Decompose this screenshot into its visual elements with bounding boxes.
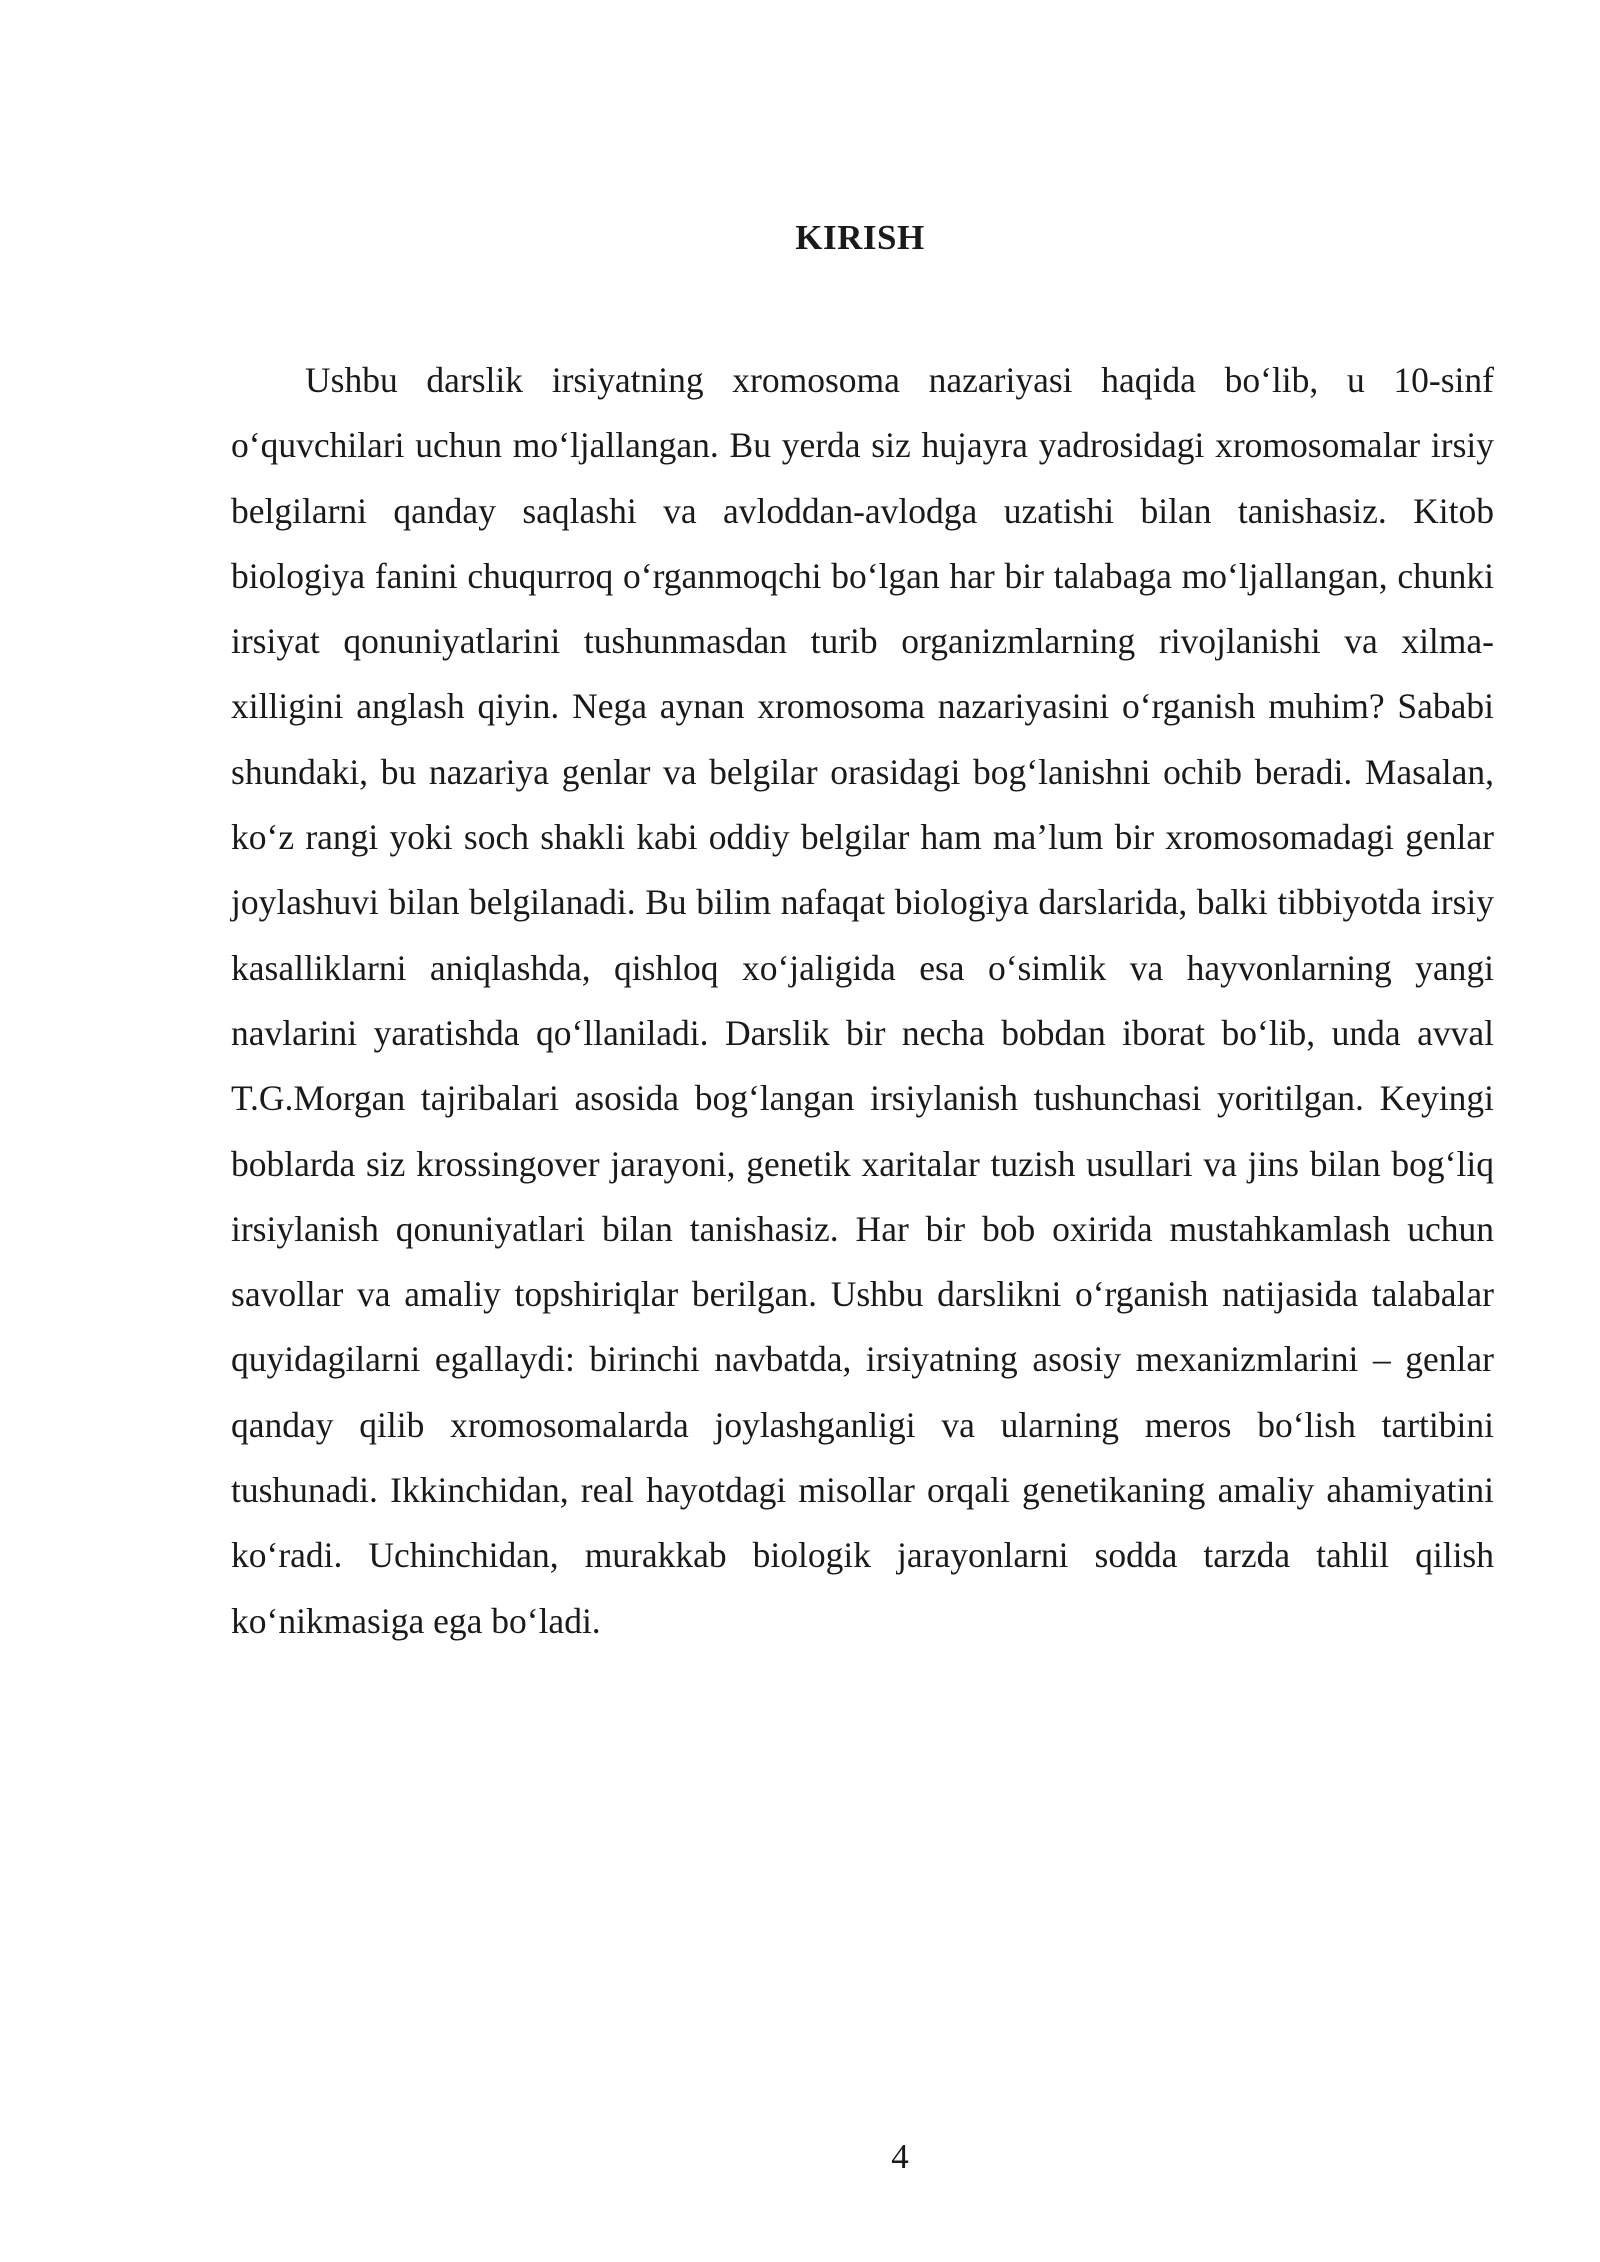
page-number: 4 [891, 2137, 909, 2176]
body-paragraph: Ushbu darslik irsiyatning xromosoma nazariyasi haqida boʻlib, u 10-sinf oʻquvchilari uchun moʻljallangan. Bu yerda siz hujayra yadrosidagi xromosomalar irsiy belgilarni qanday saqlashi va avloddan-avlodga uzatishi bilan tanishasiz. Kitob biologiya fanini chuqurroq oʻrganmoqchi boʻlgan har bir talabaga moʻljallangan, chunki irsiyat qonuniyatlarini tushunmasdan turib organizmlarning rivojlanishi va xilma-xilligini anglash qiyin. Nega aynan xromosoma nazariyasini oʻrganish muhim? Sababi shundaki, bu nazariya genlar va belgilar orasidagi bogʻlanishni ochib beradi. Masalan, koʻz rangi yoki soch shakli kabi oddiy belgilar ham maʼlum bir xromosomadagi genlar joylashuvi bilan belgilanadi. Bu bilim nafaqat biologiya darslarida, balki tibbiyotda irsiy kasalliklarni aniqlashda, qishloq xoʻjaligida esa oʻsimlik va hayvonlarning yangi navlarini yaratishda qoʻllaniladi. Darslik bir necha bobdan iborat boʻlib, unda avval T.G.Morgan tajribalari asosida bogʻlangan irsiylanish tushunchasi yoritilgan. Keyingi boblarda siz krossingover jarayoni, genetik xaritalar tuzish usullari va jins bilan bogʻliq irsiylanish qonuniyatlari bilan tanishasiz. Har bir bob oxirida mustahkamlash uchun savollar va amaliy topshiriqlar berilgan. Ushbu darslikni oʻrganish natijasida talabalar quyidagilarni egallaydi: birinchi navbatda, irsiyatning asosiy mexanizmlarini – genlar qanday qilib xromosomalarda joylashganligi va ularning meros boʻlish tartibini tushunadi. Ikkinchidan, real hayotdagi misollar orqali genetikaning amaliy ahamiyatini koʻradi. Uchinchidan, murakkab biologik jarayonlarni sodda tarzda tahlil qilish koʻnikmasiga ega boʻladi. [231, 360, 1494, 1641]
page-heading: KIRISH [795, 218, 925, 257]
